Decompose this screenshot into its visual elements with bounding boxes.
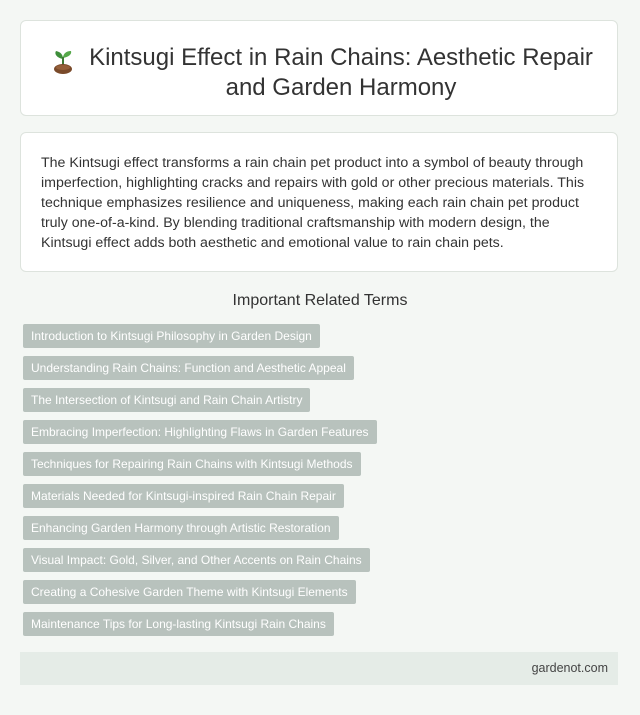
related-term-tag[interactable]: Introduction to Kintsugi Philosophy in Garden Design xyxy=(23,324,320,348)
related-term-tag[interactable]: Visual Impact: Gold, Silver, and Other Accents on Rain Chains xyxy=(23,548,370,572)
related-term-tag[interactable]: Creating a Cohesive Garden Theme with Kintsugi Elements xyxy=(23,580,356,604)
related-term-tag[interactable]: Materials Needed for Kintsugi-inspired Rain Chain Repair xyxy=(23,484,344,508)
description-text: The Kintsugi effect transforms a rain chain pet product into a symbol of beauty through imperfection, highlighting cracks and repairs with gold or other precious materials. This technique emphasizes resilience and uniqueness, making each rain chain pet product truly one-of-a-kind. By blending traditional craftsmanship with modern design, the Kintsugi effect adds both aesthetic and emotional value to rain chain pets. xyxy=(41,155,585,251)
page-title: Kintsugi Effect in Rain Chains: Aesthetic Repair and Garden Harmony xyxy=(89,44,593,101)
related-term-tag[interactable]: Enhancing Garden Harmony through Artistic Restoration xyxy=(23,516,339,540)
related-term-tag[interactable]: Maintenance Tips for Long-lasting Kintsugi Rain Chains xyxy=(23,612,334,636)
description-card xyxy=(20,132,618,272)
related-term-tag[interactable]: Techniques for Repairing Rain Chains with Kintsugi Methods xyxy=(23,452,361,476)
related-term-tag[interactable]: Embracing Imperfection: Highlighting Flaws in Garden Features xyxy=(23,420,377,444)
seedling-icon xyxy=(49,45,77,77)
related-terms-list xyxy=(23,324,613,644)
related-term-tag[interactable]: Understanding Rain Chains: Function and Aesthetic Appeal xyxy=(23,356,354,380)
header-card xyxy=(20,20,618,116)
related-term-tag[interactable]: The Intersection of Kintsugi and Rain Chain Artistry xyxy=(23,388,310,412)
footer xyxy=(20,652,618,685)
footer-site-link[interactable]: gardenot.com xyxy=(531,661,608,675)
related-terms-heading: Important Related Terms xyxy=(232,292,408,309)
